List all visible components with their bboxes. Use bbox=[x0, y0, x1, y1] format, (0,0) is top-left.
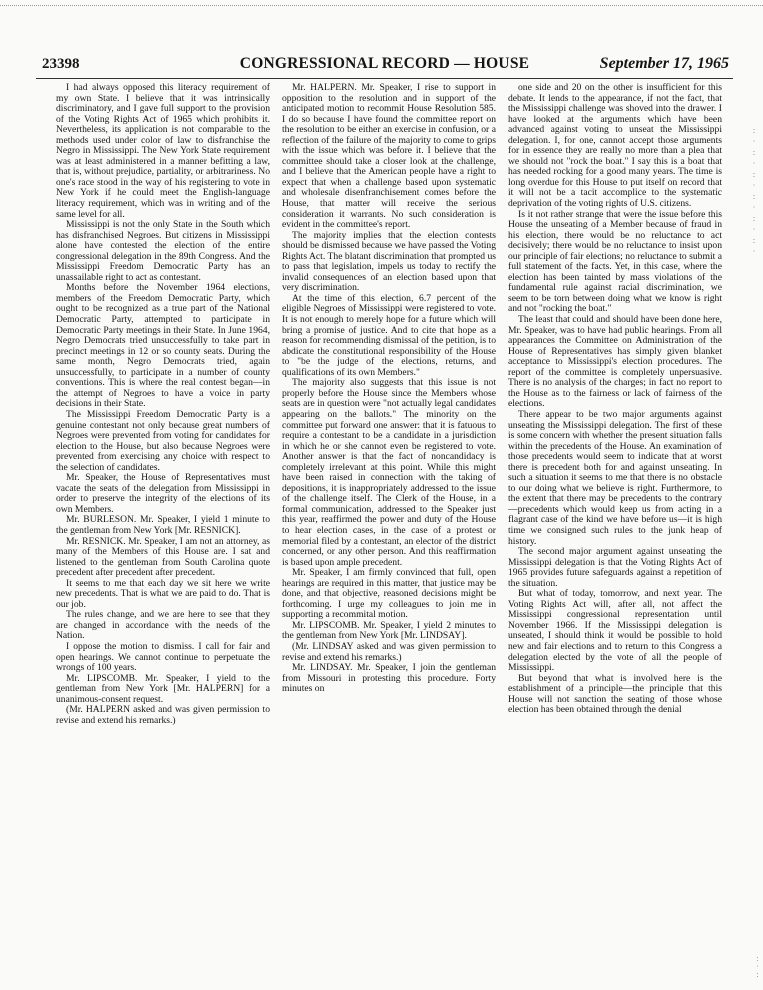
paragraph: The rules change, and we are here to see that they are changed in accordance with the needs of the Nation. bbox=[56, 609, 270, 642]
paragraph: (Mr. LINDSAY asked and was given permission to revise and extend his remarks.) bbox=[282, 640, 496, 663]
column-1 bbox=[56, 83, 270, 983]
paragraph: The Mississippi Freedom Democratic Party is a genuine contestant not only because great numbers of Negroes were prevented from voting for candidates for election to the House, but also because Negroes were prevented from exercising any choice with respect to the selection of candidates. bbox=[56, 408, 270, 473]
paragraph: At the time of this election, 6.7 percent of the eligible Negroes of Mississippi were registered to vote. It is not enough to merely hope for a future which will bring a promise of justice. And to cite that hope as a reason for recommending dismissal of the petition, is to abdicate the constitutional responsibility of the House to "be the judge of the elections, returns, and qualifications of its own Members." bbox=[282, 292, 496, 378]
journal-title: CONGRESSIONAL RECORD — HOUSE bbox=[239, 55, 530, 72]
paragraph: Mr. LIPSCOMB. Mr. Speaker, I yield to the gentleman from New York [Mr. HALPERN] for a unanimous-consent request. bbox=[56, 672, 270, 705]
column-3 bbox=[508, 83, 722, 983]
page-number: 23398 bbox=[42, 56, 80, 72]
paragraph: Months before the November 1964 elections, members of the Freedom Democratic Party, which ought to be recognized as a true part of the National Democratic Party, attempted to participate in Democratic Party meetings in their State. In June 1964, Negro Democrats tried unsuccessfully to take part in precinct meetings in 12 or so county seats. During the same month, Negro Democrats tried, again unsuccessfully, to participate in a number of county conventions. This is where the real contest began—in the attempt of Negroes to have a voice in party decisions in their State. bbox=[56, 282, 270, 410]
text-columns bbox=[56, 83, 724, 983]
paragraph: Mr. Speaker, I am firmly convinced that full, open hearings are required in this matter, that justice may be done, and that objective, reasoned decisions might be forthcoming. I urge my colleagues to join me in supporting a recommital motion. bbox=[282, 567, 496, 621]
scan-top-border bbox=[0, 5, 763, 6]
paragraph: Is it not rather strange that were the issue before this House the unseating of a Member because of fraud in his election, there would be no reluctance to act decisively; there would be no reluctance to insist upon our principle of fair elections; no reluctance to submit a full statement of the facts. Yet, in this case, where the election has been tainted by mass violations of the fundamental rule against racial discrimination, we seem to be torn between doing what we know is right and not "rocking the boat." bbox=[508, 208, 722, 315]
paragraph: Mr. Speaker, the House of Representatives must vacate the seats of the delegation from Mississippi in order to preserve the integrity of the elections of its own Members. bbox=[56, 472, 270, 515]
paragraph: I had always opposed this literacy requirement of my own State. I believe that it was intrinsically discriminatory, and I gave full support to the provision of the Voting Rights Act of 1965 which prohibits it. Nevertheless, its application is not comparable to the methods used under color of law to disfranchise the Negro in Mississippi. The New York State requirement was at least administered in a manner befitting a law, that is, without prejudice, partiality, or arbitrariness. No one's race stood in the way of his registering to vote in New York if he could meet the English-language literacy requirement, which was in writing and of the same level for all. bbox=[56, 83, 270, 220]
scan-bottom-marks: : · : bbox=[756, 954, 759, 979]
paragraph: Mr. HALPERN. Mr. Speaker, I rise to support in opposition to the resolution and in support of the anticipated motion to recommit House Resolution 585. I do so because I have found the committee report on the resolution to be either an exercise in confusion, or a reflection of the failure of the majority to come to grips with the issue which was before it. I believe that the committee should take a closer look at the challenge, and I believe that the American people have a right to expect that when a challenge based upon systematic and wholesale disenfranchisement comes before the House, that matter will receive the serious consideration it warrants. No such consideration is evident in the committee's report. bbox=[282, 83, 496, 231]
paragraph: one side and 20 on the other is insufficient for this debate. It lends to the appearance, if not the fact, that the Mississippi challenge was shoved into the drawer. I have looked at the arguments which have been advanced against voting to unseat the Mississippi delegation. I, for one, cannot accept those arguments for in essence they are really no more than a plea that we should not "rock the boat." I say this is a boat that has needed rocking for a good many years. The time is long overdue for this House to put itself on record that it will not be a tacit accomplice to the systematic deprivation of the voting rights of U.S. citizens. bbox=[508, 83, 722, 210]
paragraph: Mr. RESNICK. Mr. Speaker, I am not an attorney, as many of the Members of this House are. I sat and listened to the gentleman from South Carolina quote precedent after precedent after precedent. bbox=[56, 535, 270, 579]
paragraph: It seems to me that each day we sit here we write new precedents. That is what we are paid to do. That is our job. bbox=[56, 577, 270, 610]
paragraph: Mr. BURLESON. Mr. Speaker, I yield 1 minute to the gentleman from New York [Mr. RESNICK]. bbox=[56, 514, 270, 536]
paragraph: The second major argument against unseating the Mississippi delegation is that the Voting Rights Act of 1965 provides future safeguards against a repetition of the situation. bbox=[508, 546, 722, 589]
paragraph: Mr. LIPSCOMB. Mr. Speaker, I yield 2 minutes to the gentleman from New York [Mr. LINDSAY]. bbox=[282, 619, 496, 642]
column-2 bbox=[282, 83, 496, 983]
issue-date: September 17, 1965 bbox=[599, 55, 729, 72]
page-header bbox=[36, 52, 733, 79]
paragraph: The majority also suggests that this issue is not properly before the House since the Members whose seats are in question were "not actually legal candidates appearing on the ballots." The minority on the committee put forward one answer: that it is fatuous to require a contestant to be a candidate in a jurisdiction in which he or she cannot even be registered to vote. Another answer is that the fact of noncandidacy is completely irrelevant at this point. While this might have been raised in connection with the taking of depositions, it is inappropriately addressed to the issue of the challenge itself. The Clerk of the House, in a formal communication, addressed to the Speaker just this year, reaffirmed the power and duty of the House to hear election cases, in the case of a protest or memorial filed by a contestant, an elector of the district concerned, or any other person. And this reaffirmation is based upon ample precedent. bbox=[282, 377, 496, 568]
paragraph: There appear to be two major arguments against unseating the Mississippi delegation. The first of these is some concern with whether the present situation falls within the precedents of the House. An examination of those precedents would seem to indicate that at worst there is precedent both for and against unseating. In such a situation it seems to me that there is no obstacle to our doing what we believe is right. Furthermore, to the extent that there may be precedents to the contrary—precedents which would keep us from acting in a flagrant case of the kind we have before us—it is high time we consigned such rules to the junk heap of history. bbox=[508, 408, 722, 547]
paragraph: Mississippi is not the only State in the South which has disfranchised Negroes. But citizens in Mississippi alone have contested the election of the entire congressional delegation in the 89th Congress. And the Mississippi Freedom Democratic Party has an unassailable right to act as contestant. bbox=[56, 219, 270, 283]
paragraph: (Mr. HALPERN asked and was given permission to revise and extend his remarks.) bbox=[56, 704, 270, 726]
paragraph: The least that could and should have been done here, Mr. Speaker, was to have had public hearings. From all appearances the Committee on Administration of the House of Representatives has simply given blanket acceptance to Mississippi's election procedures. The report of the committee is completely unpersuasive. There is no analysis of the charges; in fact no report to the House as to the fairness or lack of fairness of the elections. bbox=[508, 314, 722, 410]
paragraph: Mr. LINDSAY. Mr. Speaker, I join the gentleman from Missouri in protesting this procedure. Forty minutes on bbox=[282, 662, 496, 695]
paragraph: But beyond that what is involved here is the establishment of a principle—the principle that this House will not sanction the seating of those whose election has been obtained through the denial bbox=[508, 672, 722, 716]
scan-margin-marks: : · : · : · : · : · : · bbox=[752, 126, 756, 256]
paragraph: But what of today, tomorrow, and next year. The Voting Rights Act will, after all, not affect the Mississippi congressional representation until November 1966. If the Mississippi delegation is unseated, I should think it would be possible to hold new and fair elections and to return to this Congress a delegation elected by the vote of all the people of Mississippi. bbox=[508, 588, 722, 674]
paragraph: I oppose the motion to dismiss. I call for fair and open hearings. We cannot continue to perpetuate the wrongs of 100 years. bbox=[56, 640, 270, 674]
paragraph: The majority implies that the election contests should be dismissed because we have passed the Voting Rights Act. The blatant discrimination that prompted us to pass that legislation, impels us today to rectify the invalid consequences of an election based upon that very discrimination. bbox=[282, 229, 496, 294]
